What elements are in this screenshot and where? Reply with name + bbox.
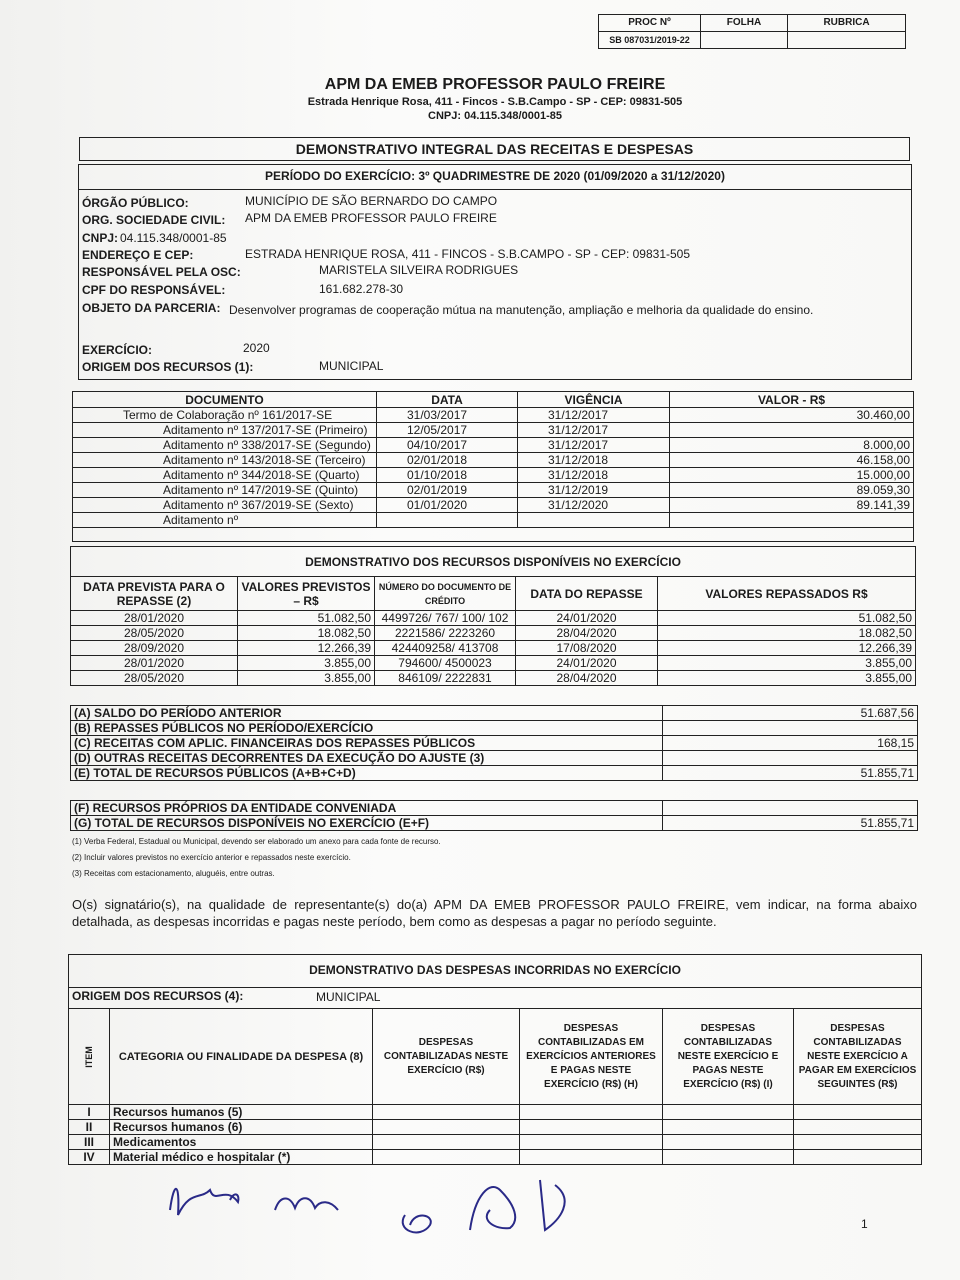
table-row (73, 483, 914, 498)
desp-categoria: Recursos humanos (6) (110, 1120, 373, 1135)
total-label: (E) TOTAL DE RECURSOS PÚBLICOS (A+B+C+D) (71, 766, 663, 781)
total-value (663, 751, 918, 766)
table-row (71, 626, 916, 641)
org-title: APM DA EMEB PROFESSOR PAULO FREIRE (324, 76, 666, 93)
rec-col-data-repasse: DATA DO REPASSE (516, 577, 658, 611)
doc-name: Aditamento nº (73, 513, 377, 528)
desp-value (663, 1135, 794, 1150)
doc-name: Aditamento nº 367/2019-SE (Sexto) (73, 498, 377, 513)
desp-value (520, 1135, 663, 1150)
desp-col-neste: DESPESAS CONTABILIZADAS NESTE EXERCÍCIO (R$) (373, 1009, 520, 1105)
desp-value (663, 1120, 794, 1135)
table-row (71, 656, 916, 671)
table-row (71, 751, 918, 766)
resp-label: RESPONSÁVEL PELA OSC: (82, 265, 241, 279)
doc-date (377, 513, 518, 528)
doc-col-vigencia: VIGÊNCIA (518, 392, 670, 408)
despesas-box (68, 954, 920, 1171)
cpf-label: CPF DO RESPONSÁVEL: (82, 283, 226, 297)
org-value: APM DA EMEB PROFESSOR PAULO FREIRE (245, 211, 497, 225)
desp-value (373, 1150, 520, 1165)
desp-value (663, 1105, 794, 1120)
rec-valor-repassado: 3.855,00 (658, 671, 916, 686)
rec-data-repasse: 28/04/2020 (516, 671, 658, 686)
rec-valor-previsto: 3.855,00 (238, 656, 375, 671)
doc-name: Aditamento nº 344/2018-SE (Quarto) (73, 468, 377, 483)
doc-value: 89.059,30 (670, 483, 914, 498)
total-label: (G) TOTAL DE RECURSOS DISPONÍVEIS NO EXERCÍCIO (E+F) (71, 816, 663, 831)
rec-col-documento: NÚMERO DO DOCUMENTO DE CRÉDITO (375, 577, 516, 611)
doc-vigencia: 31/12/2017 (518, 408, 670, 423)
table-row (69, 1120, 922, 1135)
table-row (71, 641, 916, 656)
rec-documento: 424409258/ 413708 (375, 641, 516, 656)
desp-value (663, 1150, 794, 1165)
desp-value (373, 1120, 520, 1135)
doc-date: 01/10/2018 (377, 468, 518, 483)
doc-name: Aditamento nº 137/2017-SE (Primeiro) (73, 423, 377, 438)
objeto-value: Desenvolver programas de cooperação mútua na manutenção, ampliação e melhoria da qualidade do ensino. (229, 303, 814, 317)
doc-date: 02/01/2019 (377, 483, 518, 498)
table-row (73, 498, 914, 513)
rec-data-prevista: 28/01/2020 (71, 656, 238, 671)
desp-value (373, 1105, 520, 1120)
total-label: (F) RECURSOS PRÓPRIOS DA ENTIDADE CONVENIADA (71, 801, 663, 816)
desp-value (794, 1105, 922, 1120)
cnpj-value: 04.115.348/0001-85 (120, 231, 227, 245)
rec-col-valores-previstos: VALORES PREVISTOS – R$ (238, 577, 375, 611)
folha-header: FOLHA (701, 15, 788, 32)
desp-categoria: Recursos humanos (5) (110, 1105, 373, 1120)
doc-value (670, 513, 914, 528)
doc-vigencia: 31/12/2017 (518, 438, 670, 453)
rec-data-prevista: 28/09/2020 (71, 641, 238, 656)
orgao-label: ÓRGÃO PÚBLICO: (82, 196, 189, 210)
desp-item: I (69, 1105, 110, 1120)
rec-valor-repassado: 18.082,50 (658, 626, 916, 641)
desp-categoria: Material médico e hospitalar (*) (110, 1150, 373, 1165)
proc-box (598, 14, 906, 49)
doc-date: 02/01/2018 (377, 453, 518, 468)
doc-date: 01/01/2020 (377, 498, 518, 513)
recursos-title: DEMONSTRATIVO DOS RECURSOS DISPONÍVEIS NO EXERCÍCIO (71, 547, 916, 577)
total-value: 51.855,71 (663, 766, 918, 781)
rec-valor-previsto: 51.082,50 (238, 611, 375, 626)
doc-vigencia: 31/12/2018 (518, 468, 670, 483)
info-box (78, 164, 912, 380)
desp-value (794, 1120, 922, 1135)
doc-name: Aditamento nº 147/2019-SE (Quinto) (73, 483, 377, 498)
signature-4 (470, 1180, 565, 1230)
total-label: (A) SALDO DO PERÍODO ANTERIOR (71, 706, 663, 721)
endereco-label: ENDEREÇO E CEP: (82, 248, 194, 262)
rec-data-prevista: 28/05/2020 (71, 671, 238, 686)
doc-date: 31/03/2017 (377, 408, 518, 423)
page-number: 1 (861, 1217, 868, 1231)
resp-value: MARISTELA SILVEIRA RODRIGUES (319, 263, 519, 277)
objeto-label: OBJETO DA PARCERIA: (82, 301, 221, 315)
doc-value: 30.460,00 (670, 408, 914, 423)
footnote-1: (1) Verba Federal, Estadual ou Municipal, devendo ser elaborado um anexo para cada fonte de recurso. (72, 837, 441, 846)
desp-col-item: ITEM (69, 1009, 110, 1105)
desp-value (520, 1105, 663, 1120)
main-title: DEMONSTRATIVO INTEGRAL DAS RECEITAS E DESPESAS (79, 137, 910, 161)
doc-value: 8.000,00 (670, 438, 914, 453)
doc-name: Aditamento nº 338/2017-SE (Segundo) (73, 438, 377, 453)
org-label: ORG. SOCIEDADE CIVIL: (82, 213, 226, 227)
doc-col-valor: VALOR - R$ (670, 392, 914, 408)
table-row (73, 408, 914, 423)
org-address: Estrada Henrique Rosa, 411 - Fincos - S.B.Campo - SP - CEP: 09831-505 (307, 96, 683, 108)
rec-valor-repassado: 51.082,50 (658, 611, 916, 626)
despesas-title: DEMONSTRATIVO DAS DESPESAS INCORRIDAS NO EXERCÍCIO (68, 954, 922, 988)
table-row (71, 611, 916, 626)
table-row (73, 438, 914, 453)
doc-col-data: DATA (377, 392, 518, 408)
rec-valor-repassado: 3.855,00 (658, 656, 916, 671)
total-label: (D) OUTRAS RECEITAS DECORRENTES DA EXECUÇÃO DO AJUSTE (3) (71, 751, 663, 766)
totals-f-table (70, 800, 918, 831)
doc-col-documento: DOCUMENTO (73, 392, 377, 408)
rec-documento: 2221586/ 2223260 (375, 626, 516, 641)
rec-documento: 4499726/ 767/ 100/ 102 (375, 611, 516, 626)
table-row (73, 453, 914, 468)
rec-data-repasse: 17/08/2020 (516, 641, 658, 656)
table-row (69, 1105, 922, 1120)
doc-date: 12/05/2017 (377, 423, 518, 438)
doc-name: Aditamento nº 143/2018-SE (Terceiro) (73, 453, 377, 468)
origem-label: ORIGEM DOS RECURSOS (1): (82, 360, 254, 374)
desp-value (520, 1150, 663, 1165)
total-value: 51.855,71 (663, 816, 918, 831)
doc-name: Termo de Colaboração nº 161/2017-SE (73, 408, 377, 423)
total-label: (C) RECEITAS COM APLIC. FINANCEIRAS DOS REPASSES PÚBLICOS (71, 736, 663, 751)
desp-categoria: Medicamentos (110, 1135, 373, 1150)
doc-vigencia: 31/12/2018 (518, 453, 670, 468)
rec-data-repasse: 24/01/2020 (516, 611, 658, 626)
recursos-table (70, 546, 916, 686)
table-row (71, 816, 918, 831)
signature-1 (170, 1189, 238, 1215)
rec-col-valores-repassados: VALORES REPASSADOS R$ (658, 577, 916, 611)
despesas-origem-label: ORIGEM DOS RECURSOS (4): (72, 989, 244, 1003)
cnpj-label: CNPJ: (82, 231, 119, 245)
totals-a-table (70, 705, 918, 781)
rec-documento: 794600/ 4500023 (375, 656, 516, 671)
table-row (71, 706, 918, 721)
documents-table (72, 391, 914, 542)
rec-valor-previsto: 12.266,39 (238, 641, 375, 656)
total-value: 168,15 (663, 736, 918, 751)
despesas-origem-value: MUNICIPAL (316, 990, 381, 1004)
doc-value (670, 423, 914, 438)
doc-value: 15.000,00 (670, 468, 914, 483)
proc-number: SB 087031/2019-22 (599, 32, 701, 49)
table-row (69, 1150, 922, 1165)
rec-data-repasse: 28/04/2020 (516, 626, 658, 641)
period: PERÍODO DO EXERCÍCIO: 3º QUADRIMESTRE DE 2020 (01/09/2020 a 31/12/2020) (265, 169, 725, 183)
exercicio-value: 2020 (243, 341, 270, 355)
table-row (71, 801, 918, 816)
rec-documento: 846109/ 2222831 (375, 671, 516, 686)
desp-value (520, 1120, 663, 1135)
endereco-value: ESTRADA HENRIQUE ROSA, 411 - FINCOS - S.B.CAMPO - SP - CEP: 09831-505 (245, 247, 691, 261)
desp-item: II (69, 1120, 110, 1135)
doc-vigencia (518, 513, 670, 528)
desp-item: III (69, 1135, 110, 1150)
desp-col-anteriores: DESPESAS CONTABILIZADAS EM EXERCÍCIOS ANTERIORES E PAGAS NESTE EXERCÍCIO (R$) (H) (520, 1009, 663, 1105)
rec-data-prevista: 28/05/2020 (71, 626, 238, 641)
desp-item: IV (69, 1150, 110, 1165)
doc-vigencia: 31/12/2019 (518, 483, 670, 498)
table-row (71, 766, 918, 781)
footnotes (72, 834, 441, 882)
table-row (73, 423, 914, 438)
desp-col-pagas: DESPESAS CONTABILIZADAS NESTE EXERCÍCIO E PAGAS NESTE EXERCÍCIO (R$) (I) (663, 1009, 794, 1105)
total-value (663, 801, 918, 816)
despesas-table (68, 1008, 922, 1165)
origem-value: MUNICIPAL (319, 359, 384, 373)
desp-col-a-pagar: DESPESAS CONTABILIZADAS NESTE EXERCÍCIO A PAGAR EM EXERCÍCIOS SEGUINTES (R$) (794, 1009, 922, 1105)
orgao-value: MUNICÍPIO DE SÃO BERNARDO DO CAMPO (245, 194, 498, 208)
footnote-2: (2) Incluir valores previstos no exercício anterior e repassados neste exercício. (72, 853, 351, 862)
table-row (73, 468, 914, 483)
rec-valor-previsto: 18.082,50 (238, 626, 375, 641)
desp-value (373, 1135, 520, 1150)
total-label: (B) REPASSES PÚBLICOS NO PERÍODO/EXERCÍCIO (71, 721, 663, 736)
desp-col-categoria: CATEGORIA OU FINALIDADE DA DESPESA (8) (110, 1009, 373, 1105)
proc-header: PROC Nº (599, 15, 701, 32)
table-row (71, 721, 918, 736)
total-value (663, 721, 918, 736)
table-row (69, 1135, 922, 1150)
desp-value (794, 1150, 922, 1165)
rec-col-data-prevista: DATA PREVISTA PARA O REPASSE (2) (71, 577, 238, 611)
doc-vigencia: 31/12/2017 (518, 423, 670, 438)
doc-value: 46.158,00 (670, 453, 914, 468)
desp-value (794, 1135, 922, 1150)
table-row (71, 671, 916, 686)
rec-valor-repassado: 12.266,39 (658, 641, 916, 656)
rec-valor-previsto: 3.855,00 (238, 671, 375, 686)
total-value: 51.687,56 (663, 706, 918, 721)
exercicio-label: EXERCÍCIO: (82, 343, 153, 357)
doc-date: 04/10/2017 (377, 438, 518, 453)
doc-value: 89.141,39 (670, 498, 914, 513)
table-row (71, 736, 918, 751)
signatures (160, 1170, 760, 1240)
signature-2 (275, 1198, 338, 1210)
rubrica-header: RUBRICA (788, 15, 906, 32)
rec-data-repasse: 24/01/2020 (516, 656, 658, 671)
rec-data-prevista: 28/01/2020 (71, 611, 238, 626)
doc-vigencia: 31/12/2020 (518, 498, 670, 513)
signature-3 (403, 1215, 431, 1232)
footnote-3: (3) Receitas com estacionamento, aluguéis, entre outras. (72, 869, 275, 878)
table-row (73, 513, 914, 528)
statement: O(s) signatário(s), na qualidade de representante(s) do(a) APM DA EMEB PROFESSOR PAULO FREIRE, vem indicar, na forma abaixo detalhada, as despesas incorridas e pagas neste período, bem como as despesas a pagar no período seguinte. (72, 897, 917, 929)
org-cnpj: CNPJ: 04.115.348/0001-85 (428, 110, 562, 122)
cpf-value: 161.682.278-30 (319, 282, 404, 296)
